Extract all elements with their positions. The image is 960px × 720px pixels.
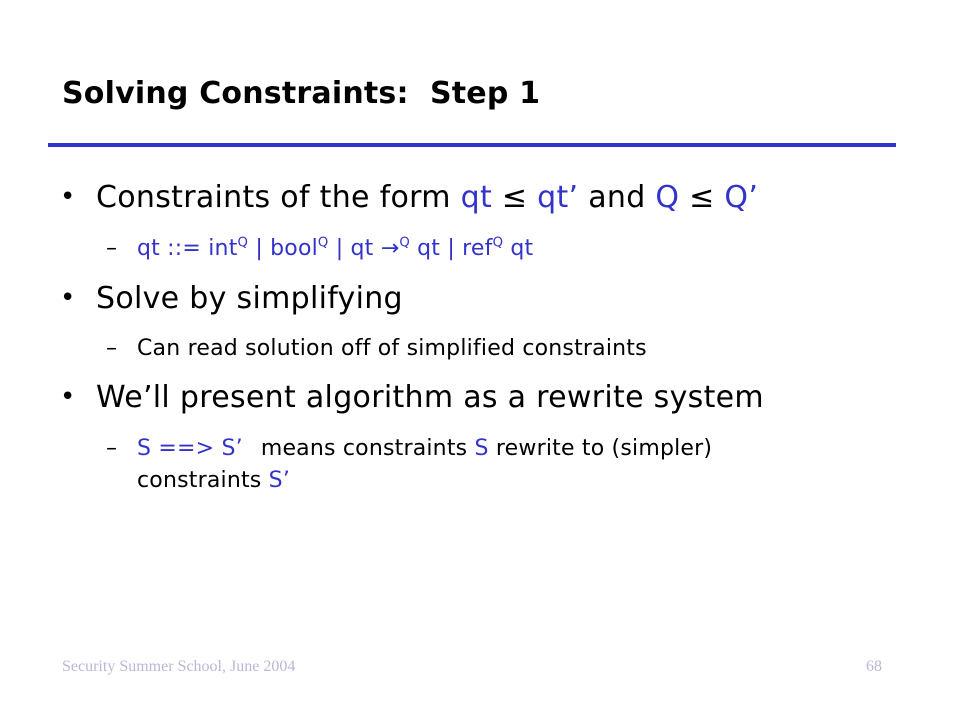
- grammar-part: qt ::= int: [137, 236, 238, 261]
- slide-title: Solving Constraints: Step 1: [62, 76, 541, 111]
- grammar-part: qt: [503, 236, 534, 261]
- bullet-marker: •: [60, 283, 76, 313]
- q-prime-term: Q’: [724, 180, 759, 215]
- sub-bullet-dash: –: [106, 436, 117, 461]
- sub-bullet-read-solution: Can read solution off of simplified constraints: [137, 336, 647, 361]
- qt-prime-term: qt’: [537, 180, 579, 215]
- q-term: Q: [655, 180, 680, 215]
- sub-text: constraints: [137, 468, 269, 493]
- page-number: 68: [866, 658, 882, 675]
- leq-symbol: ≤: [492, 180, 538, 215]
- sub-bullet-rewrite-meaning-cont: [137, 468, 290, 493]
- rewrite-rule: S ==> S’: [137, 436, 243, 461]
- bullet-constraints-form: [96, 180, 758, 215]
- qualifier-superscript: Q: [317, 235, 329, 251]
- bullet-marker: •: [60, 382, 76, 412]
- qt-term: qt: [460, 180, 493, 215]
- title-underline: [48, 143, 896, 147]
- arrow-icon: →: [380, 236, 400, 261]
- footer-text: Security Summer School, June 2004: [62, 658, 296, 675]
- sub-bullet-dash: –: [106, 236, 117, 261]
- sub-bullet-rewrite-meaning: [137, 436, 712, 461]
- bullet-marker: •: [60, 182, 76, 212]
- qualifier-superscript: Q: [399, 235, 410, 251]
- s-term: S: [474, 436, 489, 461]
- qualifier-superscript: Q: [492, 235, 504, 251]
- qualifier-superscript: Q: [237, 235, 249, 251]
- grammar-part: | bool: [248, 236, 318, 261]
- sub-bullet-qt-grammar: [137, 236, 533, 261]
- bullet-rewrite-system: We’ll present algorithm as a rewrite system: [96, 380, 764, 415]
- sub-bullet-dash: –: [106, 336, 117, 361]
- leq-symbol: ≤: [679, 180, 725, 215]
- bullet-solve-by-simplifying: Solve by simplifying: [96, 281, 403, 316]
- and-word: and: [578, 180, 656, 215]
- sub-text: means constraints: [260, 436, 475, 461]
- bullet-text: Constraints of the form: [96, 180, 461, 215]
- sub-text: rewrite to (simpler): [488, 436, 713, 461]
- grammar-part: | qt: [328, 236, 381, 261]
- s-prime-term: S’: [268, 468, 291, 493]
- grammar-part: qt | ref: [409, 236, 493, 261]
